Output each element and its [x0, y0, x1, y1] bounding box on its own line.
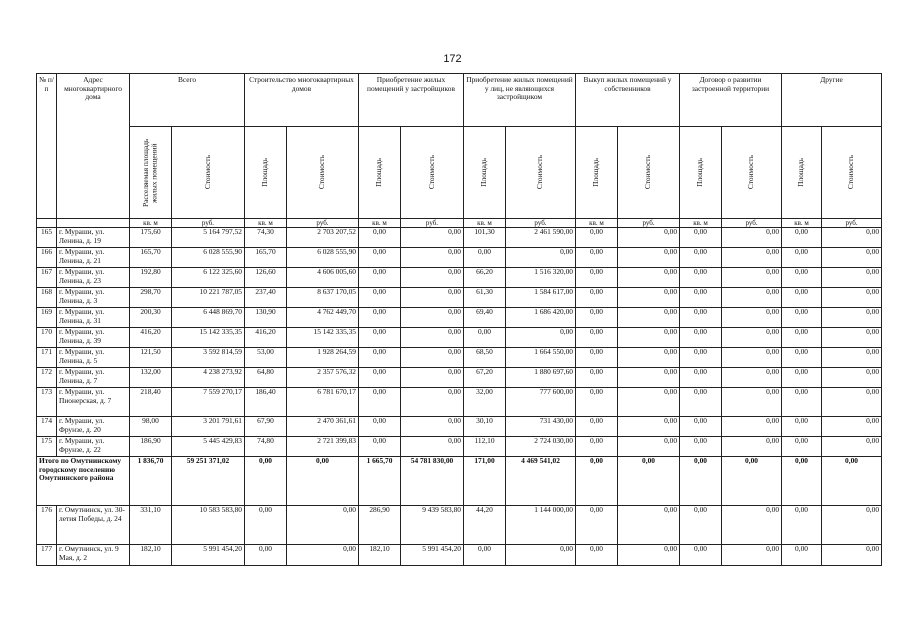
cell-area: 0,00 [782, 545, 822, 566]
cell-cost: 0,00 [822, 388, 882, 417]
table-row [37, 368, 882, 388]
cell-cost: 0,00 [618, 437, 680, 457]
total-cost: 0,00 [722, 457, 782, 506]
subheader-cost: Стоимость [722, 127, 782, 219]
unit-area: кв. м [359, 219, 401, 228]
cell-cost: 731 430,00 [506, 417, 576, 437]
cell-cost: 0,00 [618, 308, 680, 328]
cell-cost: 0,00 [722, 308, 782, 328]
subheader-area: Площадь [782, 127, 822, 219]
cell-area: 0,00 [680, 388, 722, 417]
cell-cost: 0,00 [722, 348, 782, 368]
cell-cost: 0,00 [506, 328, 576, 348]
cell-area: 74,80 [245, 437, 287, 457]
table-row [37, 268, 882, 288]
cell-area: 0,00 [782, 368, 822, 388]
unit-cost: руб. [822, 219, 882, 228]
cell-cost: 0,00 [618, 268, 680, 288]
cell-cost: 10 583 583,80 [172, 506, 245, 545]
cell-cost: 2 721 399,83 [287, 437, 359, 457]
row-number: 176 [37, 506, 57, 545]
cell-cost: 1 928 264,59 [287, 348, 359, 368]
cell-area: 200,30 [130, 308, 172, 328]
total-cost: 0,00 [822, 457, 882, 506]
cell-area: 0,00 [464, 248, 506, 268]
row-address: г. Мураши, ул. Ленина, д. 21 [57, 248, 130, 268]
cell-area: 0,00 [576, 368, 618, 388]
cell-area: 67,20 [464, 368, 506, 388]
table-row [37, 288, 882, 308]
total-area: 171,00 [464, 457, 506, 506]
row-address: г. Мураши, ул. Ленина, д. 23 [57, 268, 130, 288]
cell-area: 0,00 [576, 437, 618, 457]
cell-cost: 5 445 429,83 [172, 437, 245, 457]
cell-cost: 2 461 590,00 [506, 228, 576, 248]
header-group: Договор о развитии застроенной территории [680, 74, 782, 127]
cell-cost: 0,00 [822, 268, 882, 288]
row-address: г. Мураши, ул. Ленина, д. 19 [57, 228, 130, 248]
cell-cost: 0,00 [401, 388, 464, 417]
row-number: 171 [37, 348, 57, 368]
unit-area: кв. м [464, 219, 506, 228]
cell-area: 0,00 [576, 388, 618, 417]
cell-area: 0,00 [782, 228, 822, 248]
cell-cost: 0,00 [722, 506, 782, 545]
cell-cost: 0,00 [401, 328, 464, 348]
cell-cost: 3 592 814,59 [172, 348, 245, 368]
table-row [37, 228, 882, 248]
row-number: 170 [37, 328, 57, 348]
total-cost: 0,00 [287, 457, 359, 506]
subheader-area: Площадь [359, 127, 401, 219]
cell-cost: 4 238 273,92 [172, 368, 245, 388]
cell-area: 32,00 [464, 388, 506, 417]
header-group: Другие [782, 74, 882, 127]
cell-area: 0,00 [464, 328, 506, 348]
cell-area: 0,00 [680, 308, 722, 328]
unit-area: кв. м [130, 219, 172, 228]
cell-area: 0,00 [680, 506, 722, 545]
cell-cost: 0,00 [618, 506, 680, 545]
table-row [37, 506, 882, 545]
unit-cost: руб. [401, 219, 464, 228]
row-address: г. Мураши, ул. Фрунзе, д. 20 [57, 417, 130, 437]
cell-area: 0,00 [782, 288, 822, 308]
cell-cost: 15 142 335,35 [172, 328, 245, 348]
subheader-cost: Стоимость [822, 127, 882, 219]
unit-area: кв. м [245, 219, 287, 228]
cell-area: 416,20 [130, 328, 172, 348]
cell-area: 165,70 [130, 248, 172, 268]
subheader-area: Площадь [464, 127, 506, 219]
unit-cost: руб. [506, 219, 576, 228]
cell-area: 64,80 [245, 368, 287, 388]
table-row [37, 417, 882, 437]
unit-area: кв. м [680, 219, 722, 228]
cell-cost: 0,00 [722, 288, 782, 308]
cell-area: 112,10 [464, 437, 506, 457]
cell-area: 218,40 [130, 388, 172, 417]
header-group: Приобретение жилых помещений у лиц, не являющихся застройщиком [464, 74, 576, 127]
cell-area: 182,10 [359, 545, 401, 566]
cell-cost: 0,00 [822, 368, 882, 388]
cell-area: 0,00 [576, 268, 618, 288]
subheader-area: Площадь [680, 127, 722, 219]
row-address: г. Мураши, ул. Ленина, д. 3 [57, 288, 130, 308]
cell-cost: 0,00 [822, 288, 882, 308]
cell-area: 101,30 [464, 228, 506, 248]
cell-area: 0,00 [680, 328, 722, 348]
total-row [37, 457, 882, 506]
cell-cost: 1 144 000,00 [506, 506, 576, 545]
cell-cost: 0,00 [722, 248, 782, 268]
cell-area: 298,70 [130, 288, 172, 308]
row-number: 175 [37, 437, 57, 457]
cell-area: 53,00 [245, 348, 287, 368]
table-row [37, 388, 882, 417]
row-address: г. Мураши, ул. Ленина, д. 7 [57, 368, 130, 388]
cell-area: 175,60 [130, 228, 172, 248]
subheader-cost: Стоимость [506, 127, 576, 219]
cell-cost: 6 028 555,90 [287, 248, 359, 268]
cell-area: 66,20 [464, 268, 506, 288]
subheader-cost: Стоимость [287, 127, 359, 219]
cell-area: 0,00 [245, 506, 287, 545]
cell-area: 0,00 [359, 368, 401, 388]
cell-area: 182,10 [130, 545, 172, 566]
cell-area: 0,00 [576, 308, 618, 328]
cell-area: 0,00 [359, 437, 401, 457]
cell-area: 192,80 [130, 268, 172, 288]
header-group: Выкуп жилых помещений у собственников [576, 74, 680, 127]
cell-cost: 0,00 [401, 308, 464, 328]
cell-area: 0,00 [782, 308, 822, 328]
cell-cost: 0,00 [822, 348, 882, 368]
cell-area: 0,00 [782, 348, 822, 368]
cell-area: 0,00 [782, 417, 822, 437]
cell-area: 0,00 [680, 417, 722, 437]
row-address: г. Омутнинск, ул. 9 Мая, д. 2 [57, 545, 130, 566]
subheader-cost: Стоимость [172, 127, 245, 219]
subheader-area: Расселяемая площадь жилых помещений [130, 127, 172, 219]
cell-cost: 0,00 [618, 545, 680, 566]
total-area: 0,00 [576, 457, 618, 506]
cell-area: 0,00 [359, 348, 401, 368]
cell-area: 331,10 [130, 506, 172, 545]
cell-cost: 0,00 [401, 248, 464, 268]
cell-area: 126,60 [245, 268, 287, 288]
cell-area: 0,00 [680, 248, 722, 268]
total-label: Итого по Омутнинскому городскому поселению Омутнинского района [37, 457, 130, 506]
cell-cost: 0,00 [401, 437, 464, 457]
total-cost: 59 251 371,02 [172, 457, 245, 506]
cell-area: 0,00 [245, 545, 287, 566]
cell-cost: 0,00 [822, 228, 882, 248]
cell-area: 0,00 [359, 288, 401, 308]
cell-area: 0,00 [359, 228, 401, 248]
cell-cost: 0,00 [618, 348, 680, 368]
cell-cost: 0,00 [722, 388, 782, 417]
cell-cost: 0,00 [618, 388, 680, 417]
cell-area: 0,00 [680, 368, 722, 388]
cell-area: 130,90 [245, 308, 287, 328]
cell-cost: 0,00 [401, 228, 464, 248]
cell-cost: 777 600,00 [506, 388, 576, 417]
unit-area: кв. м [782, 219, 822, 228]
resettlement-table [36, 73, 882, 566]
cell-area: 186,40 [245, 388, 287, 417]
header-num: № п/п [37, 74, 57, 219]
cell-area: 0,00 [680, 545, 722, 566]
table-row [37, 328, 882, 348]
row-number: 169 [37, 308, 57, 328]
cell-cost: 0,00 [822, 248, 882, 268]
cell-area: 286,90 [359, 506, 401, 545]
cell-cost: 0,00 [401, 417, 464, 437]
cell-cost: 0,00 [722, 328, 782, 348]
cell-cost: 0,00 [506, 248, 576, 268]
unit-cost: руб. [172, 219, 245, 228]
cell-cost: 2 470 361,61 [287, 417, 359, 437]
cell-cost: 0,00 [722, 417, 782, 437]
cell-cost: 0,00 [722, 545, 782, 566]
cell-cost: 0,00 [506, 545, 576, 566]
cell-cost: 0,00 [722, 228, 782, 248]
cell-cost: 0,00 [822, 437, 882, 457]
table-row [37, 545, 882, 566]
cell-area: 0,00 [576, 545, 618, 566]
table-row [37, 308, 882, 328]
row-number: 167 [37, 268, 57, 288]
cell-cost: 6 448 869,70 [172, 308, 245, 328]
total-area: 1 665,70 [359, 457, 401, 506]
cell-cost: 1 584 617,00 [506, 288, 576, 308]
unit-cost: руб. [287, 219, 359, 228]
row-number: 165 [37, 228, 57, 248]
cell-cost: 0,00 [401, 268, 464, 288]
row-address: г. Омутнинск, ул. 30-летия Победы, д. 24 [57, 506, 130, 545]
cell-area: 0,00 [359, 417, 401, 437]
row-number: 168 [37, 288, 57, 308]
table-row [37, 248, 882, 268]
cell-cost: 0,00 [722, 437, 782, 457]
cell-area: 186,90 [130, 437, 172, 457]
cell-cost: 15 142 335,35 [287, 328, 359, 348]
row-number: 166 [37, 248, 57, 268]
cell-cost: 9 439 583,80 [401, 506, 464, 545]
cell-area: 0,00 [782, 328, 822, 348]
row-number: 174 [37, 417, 57, 437]
row-address: г. Мураши, ул. Ленина, д. 5 [57, 348, 130, 368]
total-area: 0,00 [782, 457, 822, 506]
cell-area: 0,00 [359, 268, 401, 288]
cell-cost: 0,00 [618, 288, 680, 308]
cell-cost: 2 357 576,32 [287, 368, 359, 388]
cell-area: 67,90 [245, 417, 287, 437]
row-number: 173 [37, 388, 57, 417]
cell-area: 0,00 [576, 328, 618, 348]
cell-area: 69,40 [464, 308, 506, 328]
cell-cost: 1 880 697,60 [506, 368, 576, 388]
cell-area: 0,00 [576, 248, 618, 268]
cell-cost: 5 991 454,20 [401, 545, 464, 566]
cell-cost: 0,00 [722, 268, 782, 288]
cell-cost: 0,00 [401, 288, 464, 308]
cell-cost: 8 637 170,05 [287, 288, 359, 308]
cell-area: 98,00 [130, 417, 172, 437]
cell-cost: 0,00 [618, 328, 680, 348]
cell-cost: 0,00 [618, 368, 680, 388]
cell-area: 68,50 [464, 348, 506, 368]
cell-area: 0,00 [680, 348, 722, 368]
subheader-cost: Стоимость [401, 127, 464, 219]
cell-area: 0,00 [782, 506, 822, 545]
cell-area: 121,50 [130, 348, 172, 368]
cell-area: 0,00 [782, 268, 822, 288]
cell-area: 0,00 [576, 348, 618, 368]
cell-area: 0,00 [782, 248, 822, 268]
cell-cost: 5 164 797,52 [172, 228, 245, 248]
row-address: г. Мураши, ул. Пионерская, д. 7 [57, 388, 130, 417]
cell-area: 0,00 [359, 388, 401, 417]
row-number: 172 [37, 368, 57, 388]
cell-cost: 6 122 325,60 [172, 268, 245, 288]
cell-area: 0,00 [576, 506, 618, 545]
cell-cost: 0,00 [822, 417, 882, 437]
cell-cost: 7 559 270,17 [172, 388, 245, 417]
cell-cost: 0,00 [822, 328, 882, 348]
cell-area: 132,00 [130, 368, 172, 388]
cell-cost: 0,00 [401, 348, 464, 368]
cell-area: 0,00 [680, 288, 722, 308]
cell-cost: 3 201 791,61 [172, 417, 245, 437]
cell-area: 30,10 [464, 417, 506, 437]
cell-cost: 0,00 [822, 545, 882, 566]
cell-cost: 0,00 [287, 506, 359, 545]
row-address: г. Мураши, ул. Ленина, д. 39 [57, 328, 130, 348]
unit-cost: руб. [618, 219, 680, 228]
cell-area: 0,00 [680, 268, 722, 288]
header-group: Приобретение жилых помещений у застройщиков [359, 74, 464, 127]
cell-cost: 1 664 550,00 [506, 348, 576, 368]
cell-area: 237,40 [245, 288, 287, 308]
row-address: г. Мураши, ул. Фрунзе, д. 22 [57, 437, 130, 457]
cell-area: 0,00 [782, 437, 822, 457]
cell-area: 0,00 [782, 388, 822, 417]
subheader-area: Площадь [576, 127, 618, 219]
unit-area: кв. м [576, 219, 618, 228]
cell-cost: 0,00 [822, 308, 882, 328]
cell-cost: 0,00 [822, 506, 882, 545]
cell-cost: 2 724 030,00 [506, 437, 576, 457]
cell-area: 0,00 [576, 288, 618, 308]
row-number: 177 [37, 545, 57, 566]
cell-cost: 5 991 454,20 [172, 545, 245, 566]
subheader-cost: Стоимость [618, 127, 680, 219]
cell-area: 165,70 [245, 248, 287, 268]
total-cost: 4 469 541,02 [506, 457, 576, 506]
cell-area: 0,00 [359, 328, 401, 348]
cell-area: 61,30 [464, 288, 506, 308]
cell-area: 0,00 [680, 228, 722, 248]
cell-area: 0,00 [576, 417, 618, 437]
cell-cost: 2 703 207,52 [287, 228, 359, 248]
header-group: Строительство многоквартирных домов [245, 74, 359, 127]
total-cost: 0,00 [618, 457, 680, 506]
table-row [37, 348, 882, 368]
cell-cost: 6 028 555,90 [172, 248, 245, 268]
cell-cost: 0,00 [401, 368, 464, 388]
cell-cost: 1 516 320,00 [506, 268, 576, 288]
row-address: г. Мураши, ул. Ленина, д. 31 [57, 308, 130, 328]
cell-area: 0,00 [680, 437, 722, 457]
cell-area: 74,30 [245, 228, 287, 248]
total-cost: 54 781 830,00 [401, 457, 464, 506]
unit-cost: руб. [722, 219, 782, 228]
total-area: 0,00 [680, 457, 722, 506]
cell-area: 0,00 [464, 545, 506, 566]
cell-cost: 0,00 [618, 417, 680, 437]
cell-area: 0,00 [359, 248, 401, 268]
cell-cost: 10 221 787,05 [172, 288, 245, 308]
page-number: 172 [443, 53, 462, 65]
total-area: 0,00 [245, 457, 287, 506]
table-row [37, 437, 882, 457]
subheader-area: Площадь [245, 127, 287, 219]
cell-area: 0,00 [359, 308, 401, 328]
cell-cost: 0,00 [287, 545, 359, 566]
cell-area: 416,20 [245, 328, 287, 348]
cell-cost: 1 686 420,00 [506, 308, 576, 328]
cell-cost: 0,00 [618, 228, 680, 248]
cell-cost: 0,00 [618, 248, 680, 268]
total-area: 1 836,70 [130, 457, 172, 506]
cell-cost: 0,00 [722, 368, 782, 388]
cell-cost: 4 762 449,70 [287, 308, 359, 328]
header-group: Всего [130, 74, 245, 127]
cell-area: 0,00 [576, 228, 618, 248]
header-address: Адрес многоквартирного дома [57, 74, 130, 219]
cell-cost: 4 606 005,60 [287, 268, 359, 288]
cell-area: 44,20 [464, 506, 506, 545]
cell-cost: 6 781 670,17 [287, 388, 359, 417]
